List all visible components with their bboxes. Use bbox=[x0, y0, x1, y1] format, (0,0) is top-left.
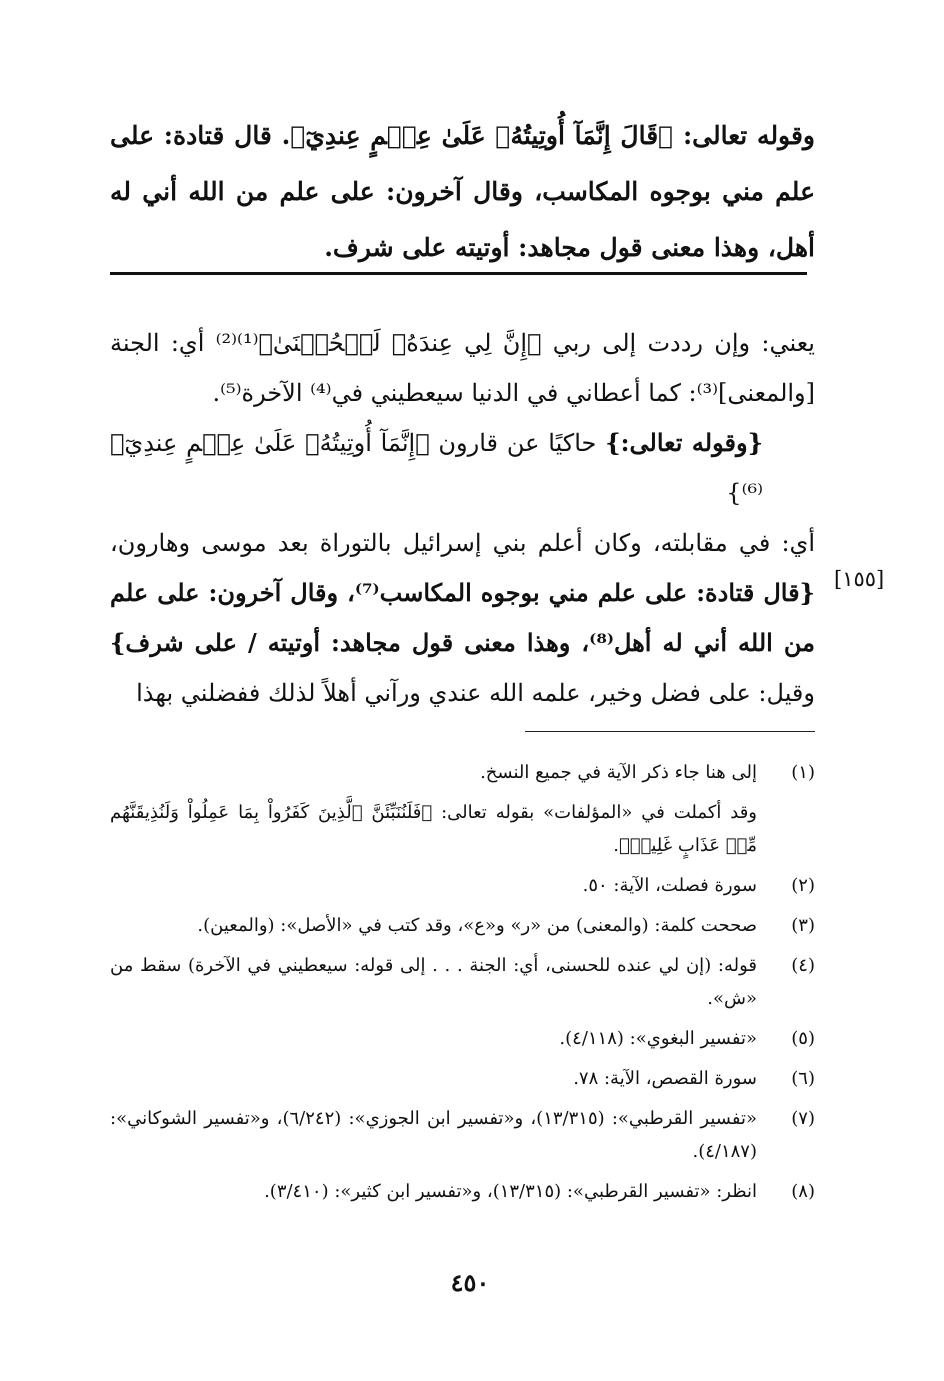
paragraph-3-quoted: {قال قتادة: على علم مني بوجوه المكاسب⁽⁷⁾، وقال آخرون: على علم من الله أني له أهل⁽⁸⁾، وهذا معنى قول مجاهد: أوتيته / على شرف} bbox=[110, 578, 815, 657]
paragraph-1: يعني: وإن رددت إلى ربي ﴿إِنَّ لِي عِندَهُۥ لَلۡحُسۡنَىٰ﴾⁽¹⁾⁽²⁾ أي: الجنة [والمعنى]⁽³⁾: كما أعطاني في الدنيا سيعطيني في⁽⁴⁾ الآخرة⁽⁵⁾. bbox=[110, 329, 815, 407]
footnote-number: (٣) bbox=[791, 915, 815, 936]
footnotes-block bbox=[110, 756, 815, 1215]
footnote-item bbox=[110, 796, 815, 862]
footnote-text: سورة فصلت، الآية: ٥٠. bbox=[582, 875, 757, 896]
commentary-text: وقوله تعالى: ﴿قَالَ إِنَّمَآ أُوتِيتُهُۥ عَلَىٰ عِلۡمٍ عِندِيٓ﴾. قال قتادة: على علم مني بوجوه المكاسب، وقال آخرون: على علم من الله أني له أهل، وهذا معنى قول مجاهد: أوتيته على شرف. bbox=[110, 121, 815, 262]
footnote-text: صححت كلمة: (والمعنى) من «ر» و«ع»، وقد كتب في «الأصل»: (والمعين). bbox=[197, 915, 757, 936]
footnote-number: (١) bbox=[791, 762, 815, 783]
footnote-text: «تفسير البغوي»: (٤/١١٨). bbox=[559, 1028, 757, 1049]
footnote-divider bbox=[525, 731, 815, 732]
main-text-block bbox=[110, 318, 815, 718]
footnote-number: (٢) bbox=[791, 875, 815, 896]
footnote-text: «تفسير القرطبي»: (١٣/٣١٥)، و«تفسير ابن الجوزي»: (٦/٢٤٢)، و«تفسير الشوكاني»: (٤/١٨٧). bbox=[110, 1108, 757, 1162]
footnote-number: (٨) bbox=[791, 1181, 815, 1202]
footnote-item bbox=[110, 1102, 815, 1168]
paragraph-2 bbox=[110, 418, 815, 518]
manuscript-folio-reference: [١٥٥] bbox=[834, 567, 885, 591]
paragraph-2-rest: حاكيًا عن قارون ﴿إِنَّمَآ أُوتِيتُهُۥ عَلَىٰ عِلۡمٍ عِندِيٓ﴾⁽⁶⁾} bbox=[110, 429, 763, 507]
paragraph-3-continuation: وقيل: على فضل وخير، علمه الله عندي ورآني أهلاً لذلك ففضلني بهذا bbox=[136, 679, 815, 707]
footnote-item bbox=[110, 1022, 815, 1055]
paragraph-2-lead: {وقوله تعالى:} bbox=[605, 428, 764, 457]
footnote-item bbox=[110, 1062, 815, 1095]
footnote-text: سورة القصص، الآية: ٧٨. bbox=[573, 1068, 757, 1089]
footnote-item bbox=[110, 756, 815, 789]
paragraph-3-intro: أي: في مقابلته، وكان أعلم بني إسرائيل بالتوراة بعد موسى وهارون، bbox=[110, 529, 815, 557]
footnote-number: (٦) bbox=[791, 1068, 815, 1089]
section-divider bbox=[110, 272, 807, 275]
footnote-item bbox=[110, 909, 815, 942]
footnote-number: (٧) bbox=[791, 1108, 815, 1129]
paragraph-3 bbox=[110, 518, 815, 718]
commentary-block bbox=[110, 108, 815, 276]
footnote-text: إلى هنا جاء ذكر الآية في جميع النسخ. bbox=[480, 762, 757, 783]
footnote-number: (٤) bbox=[791, 955, 815, 976]
footnote-number bbox=[757, 796, 815, 862]
page-number: ٤٥٠ bbox=[450, 1268, 490, 1297]
footnote-text: قوله: (إن لي عنده للحسنى، أي: الجنة . . . إلى قوله: سيعطيني في الآخرة) سقط من «ش». bbox=[110, 955, 757, 1009]
footnote-text: وقد أكملت في «المؤلفات» بقوله تعالى: ﴿فَلَنُنَبِّئَنَّ ٱلَّذِينَ كَفَرُواْ بِمَا عَمِلُواْ وَلَنُذِيقَنَّهُم مِّنۡ عَذَابٍ غَلِيظٖ﴾. bbox=[110, 802, 757, 856]
footnote-number: (٥) bbox=[791, 1028, 815, 1049]
footnote-item bbox=[110, 869, 815, 902]
footnote-text: انظر: «تفسير القرطبي»: (١٣/٣١٥)، و«تفسير ابن كثير»: (٣/٤١٠). bbox=[264, 1181, 757, 1202]
footnote-item bbox=[110, 949, 815, 1015]
footnote-item bbox=[110, 1175, 815, 1208]
